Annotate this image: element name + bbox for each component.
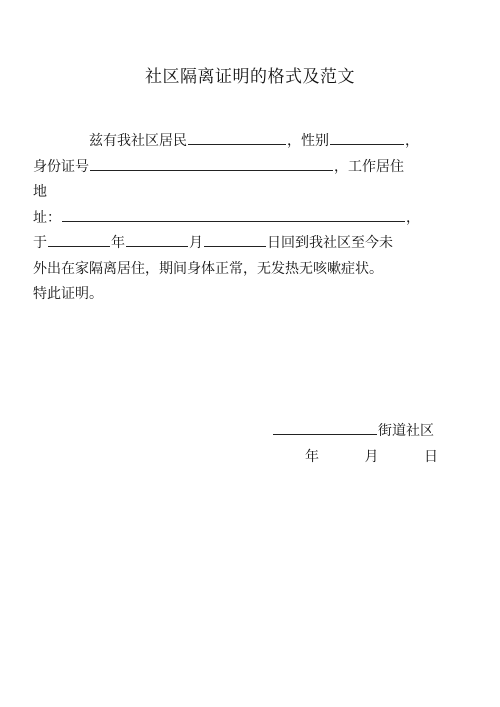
text-address-char1: 地 bbox=[33, 183, 47, 199]
community-name-field[interactable] bbox=[273, 419, 377, 435]
signature-block bbox=[272, 417, 444, 469]
address-field[interactable] bbox=[62, 206, 405, 222]
text-work-residence: ，工作居住 bbox=[334, 157, 404, 174]
line-date bbox=[33, 230, 443, 256]
line-closing: 特此证明。 bbox=[33, 285, 103, 301]
gender-field[interactable] bbox=[330, 129, 404, 145]
text-day-return: 日回到我社区至今未 bbox=[267, 234, 393, 250]
return-month-field[interactable] bbox=[126, 231, 188, 247]
signature-day: 日 bbox=[424, 448, 438, 464]
line-address-start bbox=[33, 179, 443, 205]
signature-date bbox=[272, 443, 444, 469]
line-isolation: 外出在家隔离居住，期间身体正常，无发热无咳嗽症状。 bbox=[33, 259, 383, 276]
text-id-label: 身份证号 bbox=[33, 157, 89, 174]
signature-line bbox=[272, 417, 444, 443]
signature-month: 月 bbox=[364, 448, 379, 464]
text-address-label: 址： bbox=[33, 208, 61, 225]
text-resident-intro: 兹有我社区居民 bbox=[89, 132, 187, 148]
signature-org: 街道社区 bbox=[378, 422, 434, 438]
text-yu: 于 bbox=[33, 234, 47, 250]
text-year: 年 bbox=[111, 234, 125, 250]
line-address bbox=[33, 205, 443, 231]
signature-year: 年 bbox=[305, 448, 319, 464]
id-number-field[interactable] bbox=[90, 155, 333, 171]
text-comma: ， bbox=[405, 132, 419, 148]
return-day-field[interactable] bbox=[204, 231, 266, 247]
line-id bbox=[33, 154, 443, 180]
return-year-field[interactable] bbox=[48, 231, 110, 247]
text-address-comma: ， bbox=[406, 208, 420, 225]
document-title: 社区隔离证明的格式及范文 bbox=[145, 67, 355, 86]
text-gender-label: ，性别 bbox=[287, 132, 329, 148]
text-month: 月 bbox=[189, 234, 203, 250]
certificate-body bbox=[33, 128, 443, 307]
resident-name-field[interactable] bbox=[188, 129, 286, 145]
line-resident bbox=[33, 128, 443, 154]
